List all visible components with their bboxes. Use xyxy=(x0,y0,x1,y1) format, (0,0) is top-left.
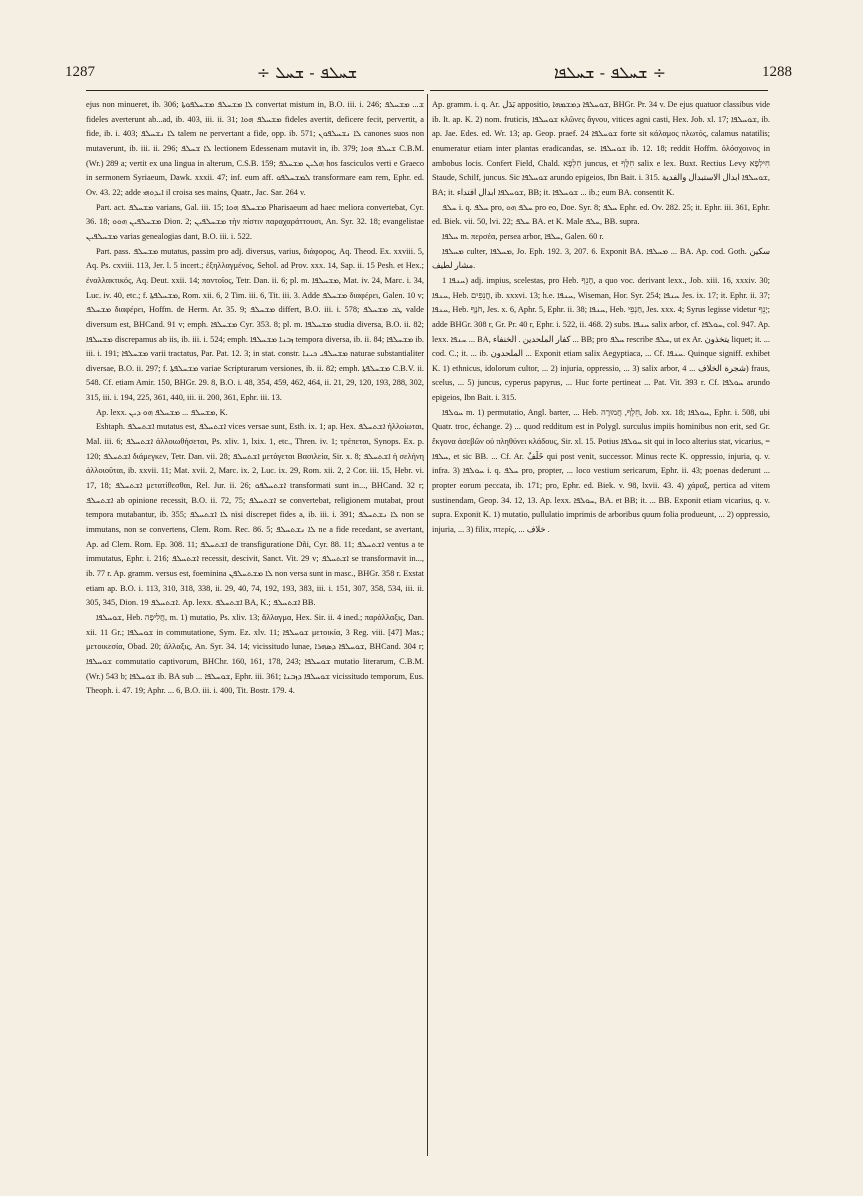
right-entry-paragraph: ܚܘܠܦܐ m. 1) permutatio, Angl. barter, ... Heb. חֵלֶף, חֲמוּרָה, Job. xx. 18; ܚܘܠܦܐ, Ephr. i. 508, ubi Quatr. troc, échange. 2) ... quod redditum est in Polygl. surculus impiis hominibus non erit, sed Gr. ἔκγονα ἀσεβῶν οὐ πληθύνει κλάδους, Sir. xl. 15. Potius ܚܘܠܦܐ sit qui in loco alterius stat, vicarius, = ܚܠܦܐ, et sic BB. ... Cf. Ar. خَلَفٌ qui post venit, successor. Minus recte K. oppressio, injuria, q. v. infra. 3) ܚܘܠܦܐ i. q. ܚܠܦ pro, propter, ... loco vestium sericarum, Ephr. ii. 43; poenas dederunt ... propter eorum peccata, ib. 171; pro, Ephr. ed. Biek. v. 98, lxvii. 43. 4) χάραξ, pertica ad vitem sustinendam, Geop. 34. 12, 13. Ap. lexx. ܚܘܠܦܐ, BA. et BB; it. ... BB. Exponit etiam vicarius, q. v. supra. Exponit K. 1) mutatio, pullulatio imprimis de arboribus quum folia produeunt, ... 2) oppressio, injuria, ... 3) filix, πτερίς, ... خلاف . xyxy=(432,407,770,535)
right-entry-paragraph: ܚܠܦ i. q. ܚܠܦ pro, ܚܠܦ ܗܘ pro eo, Doe. Syr. 8; ܚܠܦ Ephr. ed. Ov. 282. 25; it. Ephr. iii. 361, Ephr. ed. Biek. vii. 50, lvi. 22; ܚܠܦ BA. et K. Male ܚܠܦ, BB. supra. xyxy=(432,202,770,227)
left-column xyxy=(86,98,424,1158)
right-entry-paragraph: ܚܢܦܐ 1) adj. impius, scelestas, pro Heb. חָנֵף, a quo voc. derivant lexx., Job. xiii. 16, xxxiv. 30; ܚܢܦܐ, Heb. חֲנֵפִים, ib. xxxvi. 13; h.e. ܚܢܦܐ, Wiseman, Hor. Syr. 254; ܚܢܦܐ Jes. ix. 17; it. Ephr. ii. 37; ܚܢܦܐ, Heb. חֹנֶף, Jes. x. 6, Aphr. 5, Ephr. ii. 38; ܚܢܦܐ, Heb. חַנְפֵי, Jes. xxx. 4; Syrus legisse videtur יָנֵף; adde BHGr. 308 r, Gr. Pr. 40 r, Ephr. i. 522, ii. 468. 2) subs. ܚܢܦܐ salix arbor, cf. ܚܘܠܦܐ, col. 947. Ap. lexx. ܚܢܦܐ ... BA, كفار الملحدين . الخنفاء ... BB; pro ܚܠܦ rescribe ܚܠܦ, ut ex Ar. يتخذون liquet; it. ... cod. C.; it. ... ib. الملحدون ... Exponit etiam salix Aegyptiaca, ... Cf. ܚܢܦܐ. Quinque signiff. exhibet K. 1) ethnicus, idolorum cultor, ... 2) injuria, oppressio, ... 3) salix arbor, شجرة الخلاف ... 4) fraus, scelus, ... 5) juncus, cyperus papyrus, ... Huc forte pertineat ... Pat. Vit. 393 r. Cf. ܚܘܠܦܐ arundo epigeios, Ibn Bait. i. 315. xyxy=(432,275,770,403)
left-header-rule xyxy=(86,90,424,91)
left-entry-paragraph: Ap. lexx. ܡܫܚܠܦ ... ܡܫܚܠܦ ܗܘ ܕܝܢ, K. xyxy=(96,407,228,417)
right-running-head: ÷ ܫܚܠܦ - ܫܚܠܦܐ xyxy=(553,63,667,82)
left-entry-paragraph: Part. act. ܡܫܚܠܦ varians, Gal. iii. 15; ܡܫܚܠܦ ܗܘܐ Pharisaeum ad haec meliora convertebat, Cyr. 36. 18; ܡܫܚܠܦܝܢ ܗܘܘ Dion. 2; ܡܫܚܠܦܝܢ τὴν πίστιν παραχαράττουσι, An. Syr. 32. 18; evangelistae ܡܫܚܠܦܝܢ varias genealogias dant, B.O. iii. i. 522. xyxy=(86,202,424,241)
page-header xyxy=(0,0,863,82)
left-page-number: 1287 xyxy=(65,64,95,80)
right-header-rule xyxy=(430,90,768,91)
left-entry-paragraph: ejus non minueret, ib. 306; ܠܐ ܡܫܚܠܦ ܡܫܚܠܦܘܬܐ convertat mistum in, B.O. iii. i. 246; ܫ... ܡܫܚܠܦ fideles averterunt ab...ad, ib. 403, iii. ii. 31; ܡܫܚܠܦ ܗܘܐ fideles avertit, deficere fecit, pervertit, a fide, ib. i. 403; ܠܐ ܢܫܚܠܦ talem ne pervertant a fide, opp. ib. 571; ܠܐ ܢܫܚܠܦܘܢ canones suos non mutaverunt, ib. iii. ii. 296; ܠܐ ܫܚܠܦ lectionem Edessenam mutavit in, ib. 379; ܫܚܠܦ ܗܘܐ C.B.M. (Wr.) 289 a; vertit ex una lingua in alterum, C.S.B. 159; ܗܠܝܢ ܡܫܚܠܦ hos fasciculos verti e Graeco in sermonem Syriaeum, Dawk. xxxii. 47; inf. eum aff. ܠܡܫܚܠܦܘ transformare eam rem, Ephr. ed. Ov. 43. 22; adde ܐܝܕܘܗܝ il croisa ses mains, Quatr., Jac. Sar. 264 v. xyxy=(86,100,424,197)
column-divider xyxy=(427,94,428,1156)
right-entry-paragraph: Ap. gramm. i. q. Ar. بَدَل appositio, ܫܘܚܠܦܐ ܕܡܫܡܗܐ, BHGr. Pr. 34 v. De ejus quatuor classibus vide ib. It. ap. K. 2) nom. fruticis, ܫܘܚܠܦܐ κλῶνες ἄγνου, vitices agni casti, Hex. Job. xl. 17; ܫܘܚܠܦܐ, ib. ap. Jae. Edes. ed. Wr. 13; ap. Geop. praef. 24 ܫܘܚܠܦܐ forte sit κάλαμος πλωτός, calamus natatilis; enumeratur etiam inter plantas eradicandas, se. ܫܘܚܠܦܐ ib. 12. 18; reddit Hoffm. ὀλόσχοινος in ambobus locis. Confert Field, Chald. חִלְפָא juncus, et חִלָּף salix e lex. Buxt. Rectius Levy חִילְפָא Staude, Schilf, juncus. Sic ܫܘܚܠܦܐ arundo epigeios, Ibn Bait. i. 315. ܫܘܚܠܦܐ ابدال الاستبدال والفدية, BA; it. ܫܘܚܠܦܐ ابدال افتداء, BB; it. ܫܘܚܠܦܐ ... ib.; eum BA. consentit K. xyxy=(432,100,770,197)
right-entry-paragraph: ܚܠܦܐ m. περσέα, persea arbor, ܚܠܦܐ, Galen. 60 r. xyxy=(442,231,604,241)
left-entry-paragraph: Part. pass. ܡܫܚܠܦ mutatus, passim pro adj. diversus, varius, διάφορος, Aq. Theod. Ex. xxviii. 5, Aq. Ps. cxviii. 113, Jer. l. 5 incert.; ἐξηλλαγμένος, Sehol. ad Prov. xxx. 14, Sap. ii. 15 Pesh. et Hex.; ἐναλλακτικός, Aq. Deut. xxii. 14; παντοῖος, Tetr. Dan. ii. 6; pl. m. ܡܫܚܠܦܐ, Mat. iv. 24, Marc. i. 34, Luc. iv. 40, etc.; f. ܡܫܚܠܦܬܐ, Rom. xii. 6, 2 Tim. iii. 6, Tit. iii. 3. Adde ܡܫܚܠܦ διαφέρει, Galen. 10 v; ܡܫܚܠܦ διαφέρει, Hoffm. de Herm. Ar. 35. 9; ܡܫܚܠܦ differt, B.O. iii. i. 578; ܛܒ ܡܫܚܠܦ valde diversum est, BHCand. 91 v; emph. ܡܫܚܠܦܐ Cyr. 353. 8; pl. m. ܡܫܚܠܦܐ studia diversa, B.O. ii. 82; ܡܫܚܠܦܐ discrepamus ab iis, ib. iii. i. 524; emph. ܙܒܢܐ ܡܫܚܠܦܐ tempora diversa, ib. ii. 84; ܡܫܚܠܦܐ ib. iii. i. 191; ܡܫܚܠܦܐ varii tractatus, Par. Pat. 12. 3; in stat. constr. ܡܫܚܠܦܝ ܟܝܢܐ naturae substantialiter diversae, B.O. ii. 297; f. ܡܫܚܠܦܬܐ variae Scripturarum versiones, ib. ii. 82; emph. ܡܫܚܠܦܬܐ C.B.V. ii. 548. Cf. etiam Amir. 150, BHGr. 29. 8, B.O. i. 48, 354, 459, 462, 464, ii. 21, 29, 120, 193, 288, 302, 315, iii. i. 194, 225, 361, 440, iii. ii. 200, 361, Ephr. iii. 13. xyxy=(86,246,424,403)
left-running-head: ܫܚܠܦ - ܫܚܠ ÷ xyxy=(256,63,358,82)
left-entry-paragraph: ܫܘܚܠܦܐ, Heb. חֲלִיפָה, m. 1) mutatio, Ps. xliv. 13; ἄλλαγμα, Hex. Sir. ii. 4 ined.; παράλλαξις, Dan. xii. 11 Gr.; ܫܘܚܠܦܐ in commutatione, Sym. Ez. xlv. 11; ܫܘܚܠܦܐ μετοικία, 3 Reg. viii. [47] Mas.; μετοικεσία, Obad. 20; ἀλλαξις, An. Syr. 34. 14; vicissitudo lunae, ܫܘܚܠܦܐ ܕܣܗܪܐ, BHCand. 304 r; ܫܘܚܠܦܐ commutatio captivorum, BHChr. 160, 161, 178, 243; ܫܘܚܠܦܐ mutatio literarum, C.B.M. (Wr.) 543 b; ܫܘܚܠܦܐ ib. BA sub ... ܫܘܚܠܦܐ, Ephr. iii. 361; ܫܘܚܠܦܐ ܕܙܒܢܐ vicissitudo temporum, Eus. Theoph. i. 47. 19; Aphr. ... 6, B.O. iii. i. 400, Tit. Bostr. 179. 4. xyxy=(86,612,424,696)
right-column xyxy=(432,98,770,1158)
left-entry-paragraph: Eshtaph. ܐܫܬܚܠܦ mutatus est, ܐܫܬܚܠܦ vices versae sunt, Esth. ix. 1; ap. Hex. ܐܫܬܚܠܦ ἠλλοίωται, Mal. iii. 6; ܐܫܬܚܠܦ ἀλλοιωθήσεται, Ps. xliv. 1, lxix. 1, etc., Thren. iv. 1; τρέπεται, Synops. Ex. p. 120; ܐܫܬܚܠܦ διάμεγκεν, Tetr. Dan. vii. 28; ܐܫܬܚܠܦ μετάγεται Βασιλεία, Sir. x. 8; ܐܫܬܚܠܦ ἡ σελήνη ἀλλοιοῦται, ib. xxvii. 11; Mat. xvii. 2, Marc. ix. 2, Luc. ix. 29, Rom. xii. 2, 2 Cor. iii. 15, Hebr. vi. 17, 18; ܐܫܬܚܠܦ μετατίθεσθαι, Rel. Jur. ii. 26; ܐܫܬܚܠܦܘ transformati sunt in..., BHCand. 32 r; ܐܫܬܚܠܦ ab opinione recessit, B.O. ii. 72, 75; ܐܫܬܚܠܦ se convertebat, religionem mutabat, prout tempora mutabantur, ib. 355; ܠܐ ܐܫܬܚܠܦ nisi discrepet fides a, ib. iii. i. 391; ܠܐ ܢܫܬܚܠܦ non se immutans, non se convertens, Clem. Rom. Rec. 86. 5; ܠܐ ܢܫܬܚܠܦ ne a fide recedant, se avertant, Ap. ad Clem. Rom. Ep. 308. 11; ܐܫܬܚܠܦ de transfiguratione Dñi, Cyr. 88. 11; ܐܫܬܚܠܦ ventus a te immutatus, Ephr. i. 216; ܐܫܬܚܠܦ recessit, descivit, Sanct. Vit. 29 v; ܐܫܬܚܠܦ se transformavit in..., ib. 77 r. Ap. gramm. versus est, foeminina ܠܐ ܡܫܬܚܠܦܢ non versa sunt in masc., BHGr. 358 r. Exstat etiam ap. B.O. i. 113, 310, 318, 338, ii. 29, 40, 74, 192, 193, 383, iii. i. 151, 307, 358, 534, iii. ii. 305, 345, Dion. ܐܫܬܚܠܦ 19. Ap. lexx. ܐܫܬܚܠܦ BA, K.; ܐܫܬܚܠܦ BB. xyxy=(86,422,424,608)
right-page-number: 1288 xyxy=(762,64,792,80)
right-entry-paragraph: ܡܚܠܦܐ culter, ܡܚܠܦܐ, Jo. Eph. 192. 3, 207. 6. Exponit BA. ܡܚܠܦܐ ... BA. Ap. cod. Goth. سكين مشار لطيف. xyxy=(432,246,770,271)
